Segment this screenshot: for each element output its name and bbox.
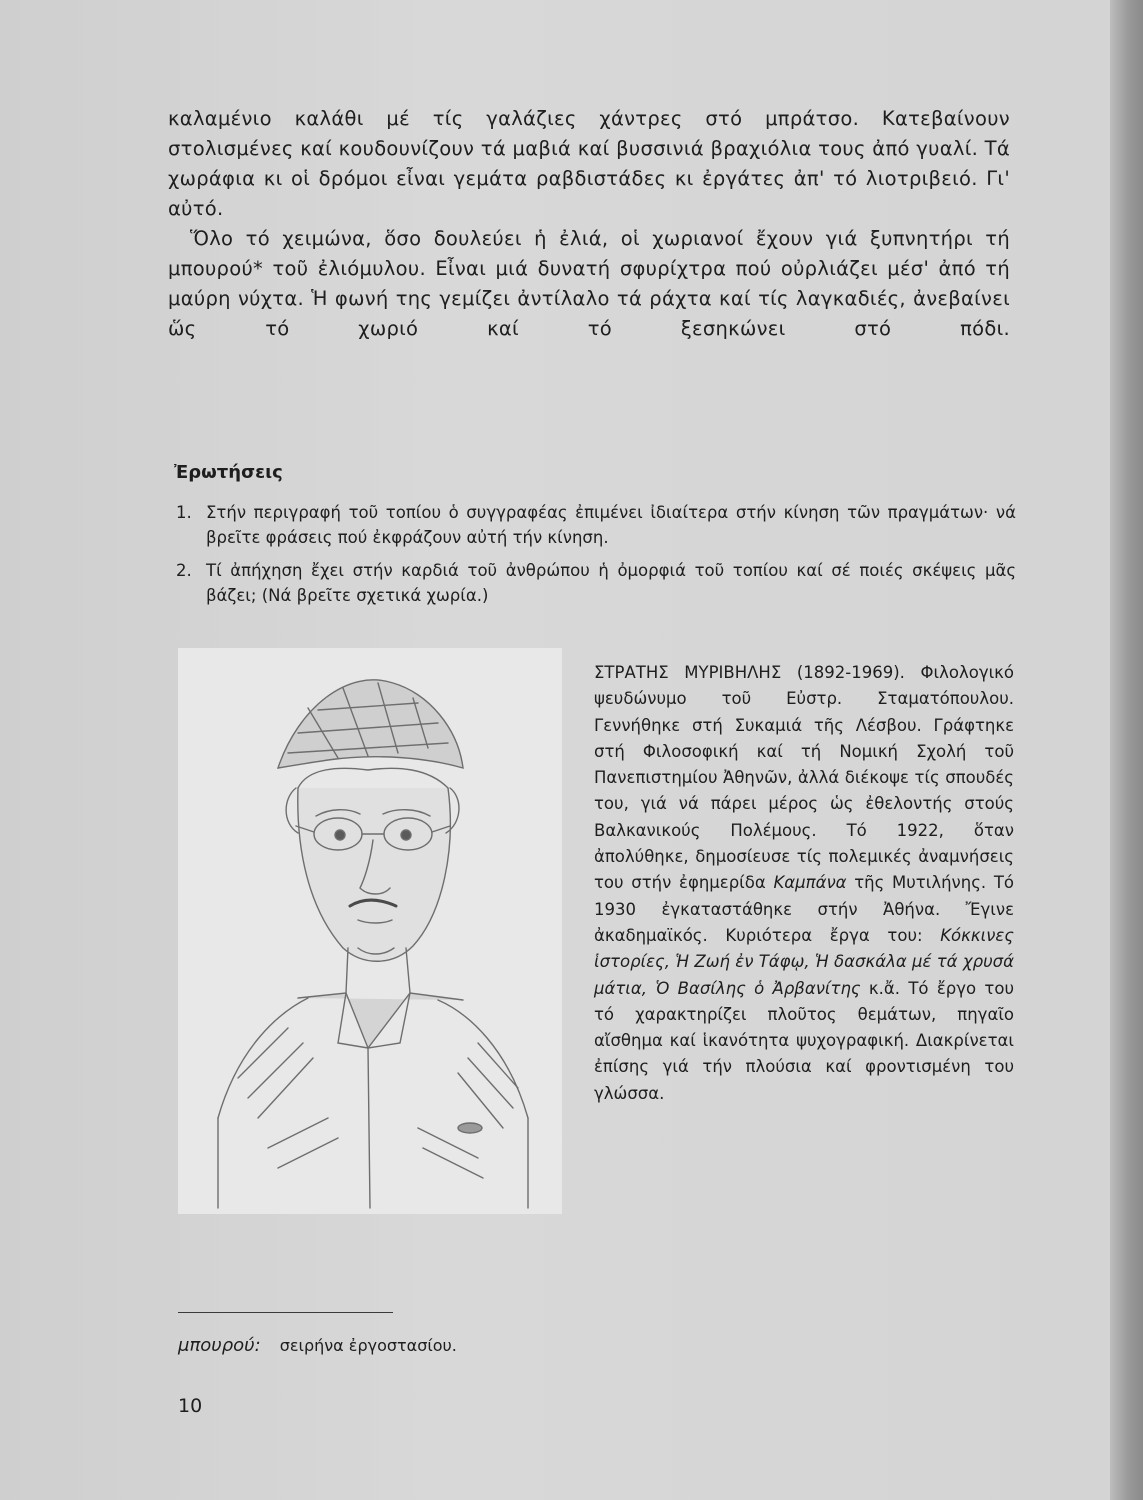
author-portrait-sketch xyxy=(178,648,562,1214)
page-edge-shadow xyxy=(1110,0,1143,1500)
question-number: 1. xyxy=(176,503,192,522)
bio-text-2: τῆς Μυτιλήνης. Τό 1930 ἐγκαταστάθηκε στήν Ἀθήνα. Ἔγινε ἀκαδημαϊκός. Κυριότερα ἔργα του: xyxy=(594,873,1015,945)
paragraph-1: καλαμένιο καλάθι μέ τίς γαλάζιες χάντρες στό μπράτσο. Κατεβαίνουν στολισμένες καί κουδουνίζουν τά μαβιά καί βυσσινιά βραχιόλια τους ἀπό γυαλί. Τά χωράφια κι οἱ δρόμοι εἶναι γεμάτα ραβδιστάδες κι ἐργάτες ἀπ' τό λιοτριβειό. Γι' αὐτό. xyxy=(168,107,1010,220)
footnote-term: μπουρού: xyxy=(178,1335,261,1356)
portrait-drawing xyxy=(178,648,562,1214)
footnote-definition: σειρήνα ἐργοστασίου. xyxy=(279,1336,457,1355)
bio-text-3: κ.ἄ. Τό ἔργο του τό χαρακτηρίζει πλοῦτος θεμάτων, πηγαῖο αἴσθημα καί ἱκανότητα ψυχογραφική. Διακρίνεται ἐπίσης γιά τήν πλούσια καί φροντισμένη του γλώσσα. xyxy=(594,978,1014,1103)
questions-list xyxy=(176,500,1016,616)
question-item xyxy=(176,558,1016,608)
questions-heading: Ἐρωτήσεις xyxy=(174,462,283,483)
page-number: 10 xyxy=(178,1395,203,1417)
question-item xyxy=(176,500,1016,550)
footnote xyxy=(178,1335,457,1356)
bio-text-1: ΣΤΡΑΤΗΣ ΜΥΡΙΒΗΛΗΣ (1892-1969). Φιλολογικό ψευδώνυμο τοῦ Εὐστρ. Σταματόπουλου. Γεννήθηκε στή Συκαμιά τῆς Λέσβου. Γράφτηκε στή Φιλοσοφική καί τή Νομική Σχολή τοῦ Πανεπιστημίου Ἀθηνῶν, ἀλλά διέκοψε τίς σπουδές του, γιά νά πάρει μέρος ὡς ἐθελοντής στούς Βαλκανικούς Πολέμους. Τό 1922, ὅταν ἀπολύθηκε, δημοσίευσε τίς πολεμικές ἀναμνήσεις του στήν ἐφημερίδα xyxy=(594,663,1014,893)
paragraph-2: Ὅλο τό χειμώνα, ὅσο δουλεύει ἡ ἐλιά, οἱ χωριανοί ἔχουν γιά ξυπνητήρι τή μπουρού* τοῦ ἐλιόμυλου. Εἶναι μιά δυνατή σφυρίχτρα πού οὐρλιάζει μέσ' ἀπό τή μαύρη νύχτα. Ἡ φωνή της γεμίζει ἀντίλαλο τά ράχτα καί τίς λαγκαδιές, ἀνεβαίνει ὥς τό χωριό καί τό ξεσηκώνει στό πόδι. xyxy=(168,227,1010,340)
author-biography xyxy=(594,660,1014,1107)
question-text: Στήν περιγραφή τοῦ τοπίου ὁ συγγραφέας ἐπιμένει ἰδιαίτερα στήν κίνηση τῶν πραγμάτων· νά βρεῖτε φράσεις πού ἐκφράζουν αὐτή τήν κίνηση. xyxy=(206,503,1016,547)
question-number: 2. xyxy=(176,561,192,580)
question-text: Τί ἀπήχηση ἔχει στήν καρδιά τοῦ ἀνθρώπου ἡ ὀμορφιά τοῦ τοπίου καί σέ ποιές σκέψεις μᾶς βάζει; (Νά βρεῖτε σχετικά χωρία.) xyxy=(206,561,1016,605)
bio-newspaper: Καμπάνα xyxy=(773,873,847,893)
footnote-divider xyxy=(178,1312,393,1313)
bio-works: Κόκκινες ἱστορίες, Ἡ Ζωή ἐν Τάφῳ, Ἡ δασκάλα μέ τά χρυσά μάτια, Ὁ Βασίλης ὁ Ἀρβανίτης xyxy=(594,925,1014,998)
